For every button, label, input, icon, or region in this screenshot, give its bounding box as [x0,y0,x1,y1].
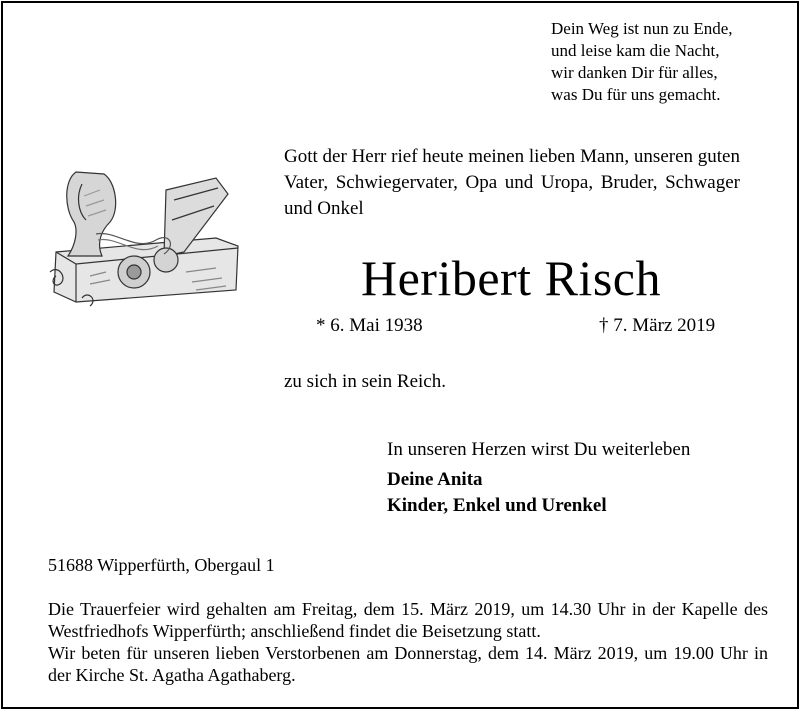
birth-date: * 6. Mai 1938 [316,315,423,336]
funeral-notice [48,598,768,686]
funeral-service-paragraph: Die Trauerfeier wird gehalten am Freitag, dem 15. März 2019, um 14.30 Uhr in der Kapelle des Westfriedhofs Wipperfürth; anschließend findet die Beisetzung statt. [48,599,768,641]
prayer-service-paragraph: Wir beten für unseren lieben Verstorbenen am Donnerstag, dem 14. März 2019, um 19.00 Uhr in der Kirche St. Agatha Agathaberg. [48,643,768,685]
closing-line: zu sich in sein Reich. [284,371,446,392]
poem-line: Dein Weg ist nun zu Ende, [551,19,733,38]
poem [551,18,733,106]
death-date: † 7. März 2019 [599,315,716,336]
signature-spouse: Deine Anita [387,469,483,490]
woodworking-plane-sketch-icon [46,160,242,308]
poem-line: und leise kam die Nacht, [551,41,720,60]
poem-line: was Du für uns gemacht. [551,85,721,104]
signature-family: Kinder, Enkel und Urenkel [387,495,607,516]
deceased-name: Heribert Risch [361,250,661,306]
remembrance-line: In unseren Herzen wirst Du weiterleben [387,439,691,460]
poem-line: wir danken Dir für alles, [551,63,718,82]
intro-text: Gott der Herr rief heute meinen lieben Mann, unseren guten Vater, Schwiegervater, Opa und Uropa, Bruder, Schwager und Onkel [284,146,740,219]
address: 51688 Wipperfürth, Obergaul 1 [48,555,275,575]
